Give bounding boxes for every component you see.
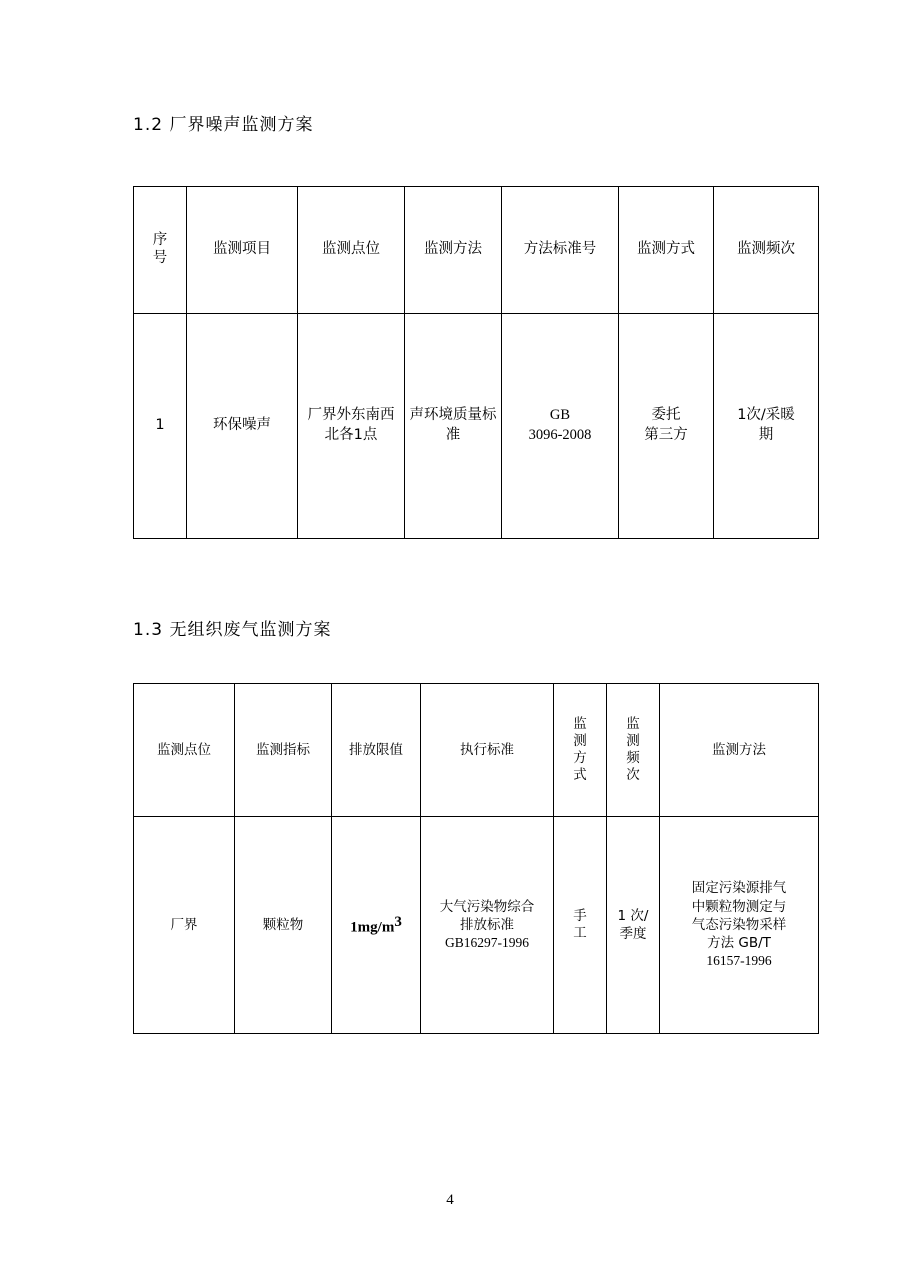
frequency-line1: 1次/采暖: [737, 407, 795, 424]
cell-method: 声环境质量标准: [405, 314, 502, 539]
column-header-point: 监测点位: [134, 684, 235, 817]
standard-no-line2: 3096-2008: [528, 427, 592, 443]
cell-index: 1: [134, 314, 187, 539]
cell-frequency: [607, 817, 660, 1034]
cell-frequency: [714, 314, 819, 539]
column-header-method: 监测方法: [660, 684, 819, 817]
method-line2: 中颗粒物测定与: [691, 898, 787, 915]
cell-mode: [619, 314, 714, 539]
table-row: [134, 817, 819, 1034]
cell-limit-value: [332, 817, 421, 1034]
noise-monitoring-table: [133, 186, 819, 539]
frequency-line2: 季度: [619, 926, 647, 942]
column-header-method: 监测方法: [405, 187, 502, 314]
table-header-row: [134, 684, 819, 817]
method-line3: 气态污染物采样: [691, 916, 787, 933]
cell-item: 环保噪声: [187, 314, 298, 539]
standard-line1: 大气污染物综合: [439, 898, 535, 915]
standard-line2: 排放标准: [460, 916, 514, 933]
cell-standard: [421, 817, 554, 1034]
column-header-standard-no: 方法标准号: [502, 187, 619, 314]
column-header-mode: 监测方式: [619, 187, 714, 314]
column-header-index: 序号: [134, 187, 187, 314]
frequency-line1: 1 次/: [617, 907, 649, 924]
section-heading-noise: 1.2 厂界噪声监测方案: [133, 115, 314, 135]
column-header-mode: 监测方式: [554, 684, 607, 817]
column-header-frequency: 监测频次: [714, 187, 819, 314]
method-line1: 固定污染源排气: [691, 880, 787, 897]
mode-line2: 第三方: [644, 427, 688, 443]
table-header-row: [134, 187, 819, 314]
table-row: [134, 314, 819, 539]
cell-indicator: 颗粒物: [235, 817, 332, 1034]
column-header-indicator: 监测指标: [235, 684, 332, 817]
cell-standard-no: [502, 314, 619, 539]
standard-no-line1: GB: [549, 407, 571, 424]
fugitive-gas-monitoring-table: [133, 683, 819, 1034]
cell-point: 厂界: [134, 817, 235, 1034]
limit-value-text: 1mg/m: [350, 919, 395, 936]
page-number: 4: [446, 1192, 454, 1208]
method-line4: 方法 GB/T: [707, 935, 771, 952]
limit-value-exponent: 3: [394, 914, 402, 931]
cell-point: 厂界外东南西北各1点: [298, 314, 405, 539]
column-header-standard: 执行标准: [421, 684, 554, 817]
method-line5: 16157-1996: [706, 953, 772, 969]
frequency-line2: 期: [758, 427, 774, 443]
cell-method: [660, 817, 819, 1034]
column-header-item: 监测项目: [187, 187, 298, 314]
column-header-frequency: 监测频次: [607, 684, 660, 817]
column-header-point: 监测点位: [298, 187, 405, 314]
column-header-limit: 排放限值: [332, 684, 421, 817]
mode-line1: 委托: [651, 407, 681, 424]
cell-mode: 手工: [554, 817, 607, 1034]
standard-line3: GB16297-1996: [445, 935, 529, 951]
section-heading-fugitive-gas: 1.3 无组织废气监测方案: [133, 620, 332, 640]
